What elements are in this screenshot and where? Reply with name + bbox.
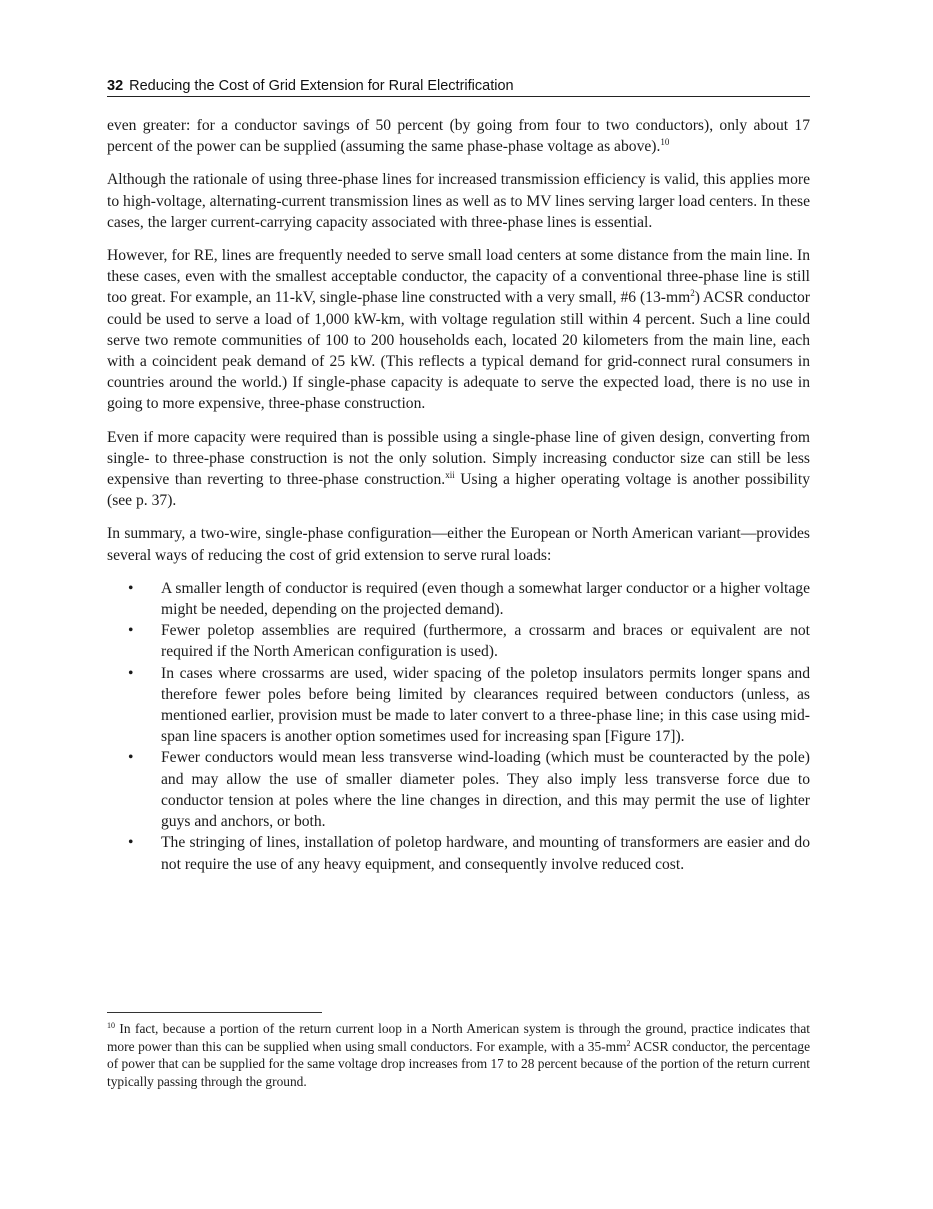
bullet-icon: • [128,622,134,640]
running-title: Reducing the Cost of Grid Extension for Rural Electrification [129,78,514,94]
bullet-icon: • [128,749,134,767]
page-number: 32 [107,78,124,94]
paragraph-1: even greater: for a conductor savings of 50 percent (by going from four to two conductors), only about 17 percent of the power can be supplied (assuming the same phase-phase voltage as above).$^{10}$ [107,117,810,156]
benefits-list [107,578,810,875]
page-body [107,115,810,875]
list-item: • The stringing of lines, installation of poletop hardware, and mounting of transformers are easier and do not require the use of any heavy equipment, and consequently involve reduced cost. [128,834,810,873]
paragraph-5: In summary, a two-wire, single-phase configuration—either the European or North American variant—provides several ways of reducing the cost of grid extension to serve rural loads: [107,525,810,564]
footnote-ref-10[interactable]: 10 [660,137,670,148]
paragraph-2: Although the rationale of using three-phase lines for increased transmission efficiency is valid, this applies more to high-voltage, alternating-current transmission lines as well as to MV lines serving larger load centers. In these cases, the larger current-carrying capacity associated with three-phase lines is essential. [107,171,810,231]
running-header [107,78,810,97]
bullet-icon: • [128,579,134,597]
list-item: • In cases where crossarms are used, wider spacing of the poletop insulators permits longer spans and therefore fewer poles before being limited by clearances required between conductors (unless, as mentioned earlier, provision must be made to later convert to a three-phase line; in this case using mid-span line spacers is another option sometimes used for increasing span [Figure 17]). [128,664,810,746]
list-item: • Fewer poletop assemblies are required (furthermore, a crossarm and braces or equivalent are not required if the North American configuration is used). [128,622,810,661]
superscript-2: 2 [626,1038,631,1048]
footnote-divider [107,1012,322,1013]
bullet-icon: • [128,834,134,852]
paragraph-4: Even if more capacity were required than is possible using a single-phase line of given design, converting from single- to three-phase construction is not the only solution. Simply increasing conductor size can still be less expensive than reverting to three-phase construction.$^{xii}$ Using a higher operating voltage is another possibility (see p. 37). [107,428,811,510]
list-item: • Fewer conductors would mean less transverse wind-loading (which must be counteracted by the pole) and may allow the use of smaller diameter poles. They also imply less transverse force due to conductor tension at poles where the line changes in direction, and this may permit the use of lighter guys and anchors, or both. [128,749,810,831]
paragraph-3: However, for RE, lines are frequently needed to serve small load centers at some distance from the main line. In these cases, even with the smallest acceptable conductor, the capacity of a conventional three-phase line is still too great. For example, an 11-kV, single-phase line constructed with a very small, #6 $(13-mm^2)$ ACSR conductor could be used to serve a load of 1,000 kW-km, with voltage regulation still within 4 percent. Such a line could serve two remote communities of 100 to 200 households each, located 20 kilometers from the main line, each with a coincident peak demand of 25 kW. (This reflects a typical demand for grid-connect rural consumers in countries around the world.) If single-phase capacity is adequate to serve the expected load, there is no use in going to more expensive, three-phase construction. [107,247,810,413]
bullet-icon: • [128,664,134,682]
endnote-ref-xii[interactable]: xii [445,470,455,481]
superscript-2: 2 [690,288,695,299]
list-item: • A smaller length of conductor is required (even though a somewhat larger conductor or a higher voltage might be needed, depending on the projected demand). [128,579,810,619]
footnote-10: $^{10}$ In fact, because a portion of the return current loop in a North American system is through the ground, practice indicates that more power than this can be supplied when using small conductors. For example, with a $35-mm^2$ ACSR conductor, the percentage of power that can be supplied for the same voltage drop increases from 17 to 28 percent because of the portion of the return current typically passing through the ground. [107,1021,811,1089]
footnote-number: 10 [107,1021,115,1030]
